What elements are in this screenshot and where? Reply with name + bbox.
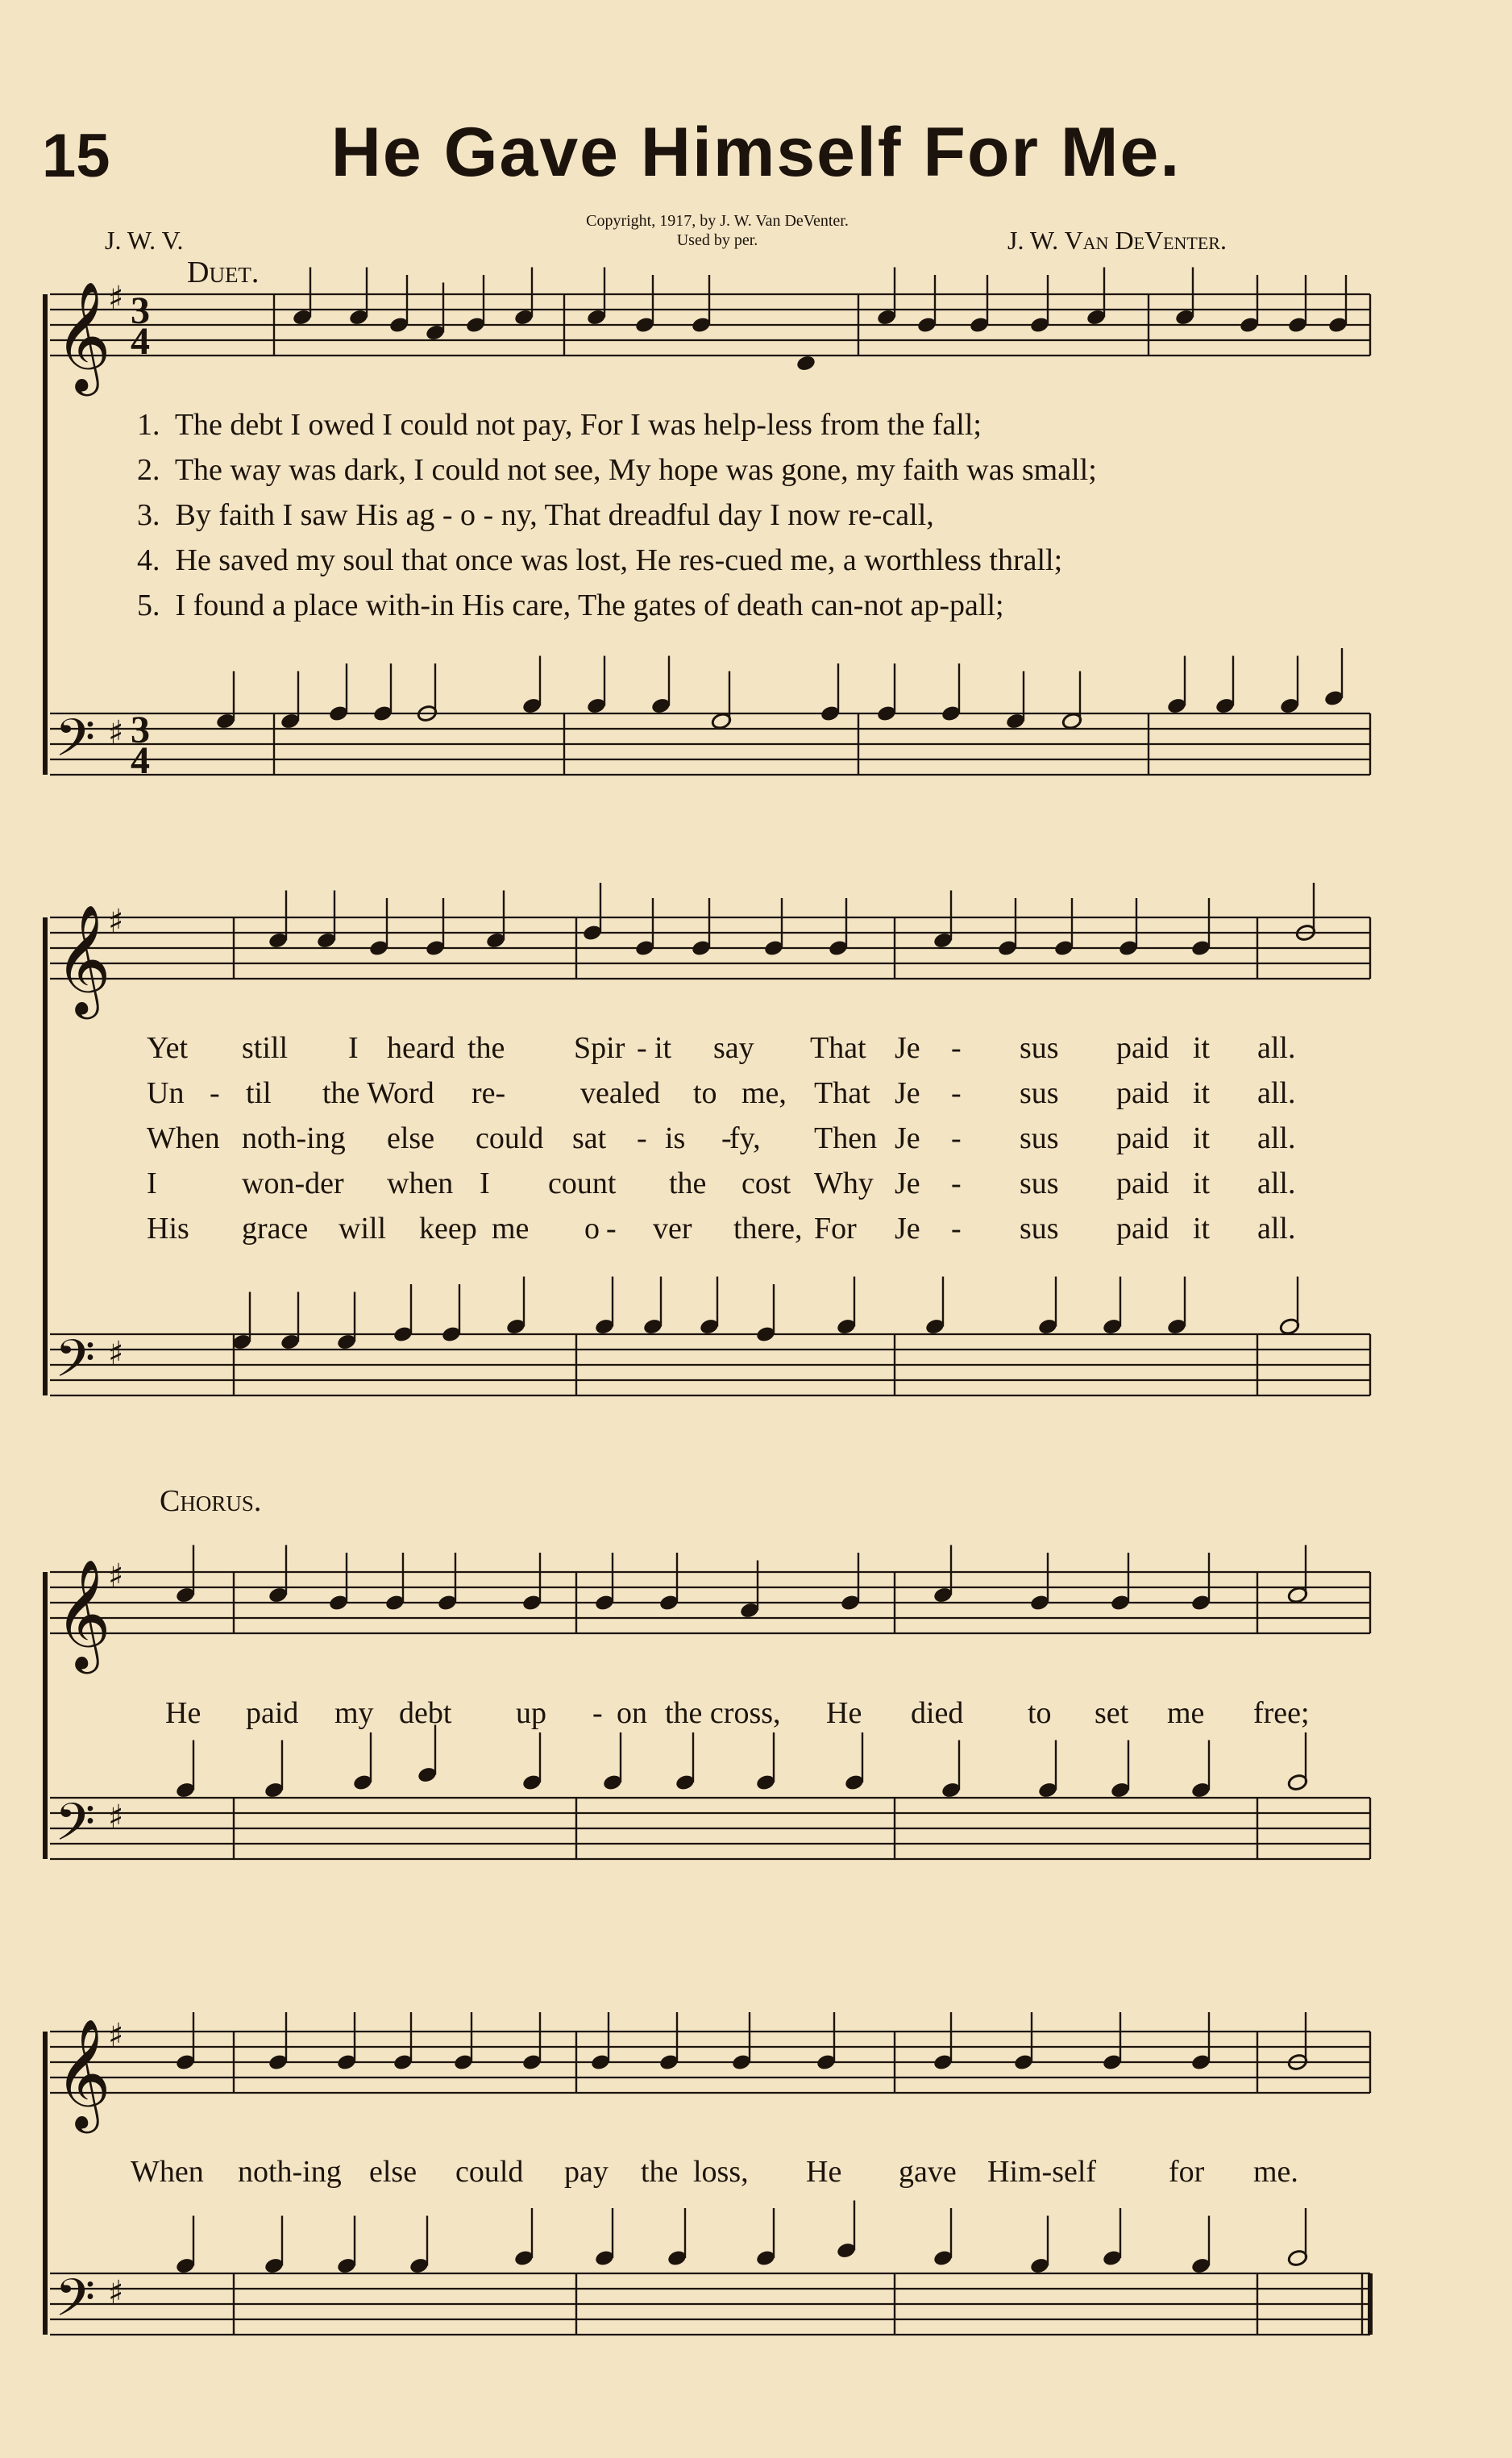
note [268, 1586, 289, 1604]
note [175, 1586, 196, 1604]
note [590, 2053, 611, 2072]
verse-2-syllable: Un [147, 1076, 185, 1110]
copyright-line-2: Used by per. [676, 231, 758, 249]
verse-1-syllable: - [637, 1031, 647, 1065]
verse-3-syllable: it [1193, 1121, 1211, 1155]
note [425, 323, 446, 342]
note [1037, 1317, 1058, 1336]
note [755, 1325, 776, 1344]
verse-4-syllable: won-der [242, 1167, 344, 1200]
note [731, 2053, 752, 2072]
chorus-syllable: me. [1253, 2155, 1298, 2189]
note [328, 705, 349, 723]
note [388, 316, 409, 335]
note [348, 308, 369, 326]
note [1086, 308, 1107, 326]
hymn-number: 15 [42, 122, 110, 190]
chorus-syllable: - [592, 1696, 603, 1730]
note [384, 1594, 405, 1612]
verse-number: 4. [137, 543, 160, 577]
verse-2-syllable: paid [1116, 1076, 1169, 1110]
verse-text: The way was dark, I could not see, My hope was gone, my faith was small; [174, 453, 1097, 487]
note [941, 705, 962, 723]
note [699, 1317, 720, 1336]
verse-3-syllable: When [147, 1121, 220, 1155]
note [1110, 1594, 1131, 1612]
verse-5-syllable: keep [419, 1212, 477, 1246]
note [933, 2249, 953, 2268]
note [1029, 316, 1050, 335]
note [1287, 316, 1308, 335]
time-signature-bottom: 4 [131, 320, 150, 363]
verse-1-syllable: it [654, 1031, 672, 1065]
note [336, 2256, 357, 2275]
verse-5-syllable: paid [1116, 1212, 1169, 1246]
chorus-syllable: else [369, 2155, 417, 2189]
note [594, 2249, 615, 2268]
note [1102, 2053, 1123, 2072]
chorus-syllable: gave [899, 2155, 957, 2189]
verse-4-syllable: it [1193, 1167, 1211, 1200]
chorus-syllable: could [455, 2155, 524, 2189]
chorus-syllable: pay [564, 2155, 609, 2189]
sharp-icon: ♯ [108, 2274, 124, 2311]
note [328, 1594, 349, 1612]
note [658, 1594, 679, 1612]
note [1190, 2256, 1211, 2275]
verse-1-syllable: I [348, 1031, 359, 1065]
verse-5-syllable: will [339, 1212, 387, 1246]
verse-4-syllable: Je [895, 1167, 920, 1200]
verse-2-syllable: - [210, 1076, 220, 1110]
verse-4-syllable: cost [741, 1167, 791, 1200]
chorus-syllable: my [334, 1696, 374, 1730]
half-note [1279, 1317, 1300, 1336]
sharp-icon: ♯ [108, 714, 124, 751]
half-note [1287, 2249, 1308, 2268]
chorus-syllable: Him-self [987, 2155, 1097, 2189]
verse-number: 5. [137, 589, 160, 622]
sharp-icon: ♯ [108, 1335, 124, 1372]
verse-3-syllable: could [476, 1121, 544, 1155]
verse-1-syllable: paid [1116, 1031, 1169, 1065]
chorus-syllable: the [641, 2155, 679, 2189]
note [425, 939, 446, 958]
note [586, 308, 607, 326]
note [393, 2053, 413, 2072]
bass-clef-icon: 𝄢 [55, 2269, 96, 2341]
note [1190, 1594, 1211, 1612]
verse-5-syllable: it [1193, 1212, 1211, 1246]
time-signature-top: 3 [131, 289, 150, 332]
verse-3-syllable: paid [1116, 1121, 1169, 1155]
sharp-icon: ♯ [108, 1799, 124, 1836]
half-note [711, 712, 732, 730]
verse-3-syllable: sat [572, 1121, 607, 1155]
music-composer: J. W. Van DeVenter. [1007, 226, 1227, 255]
time-signature-top: 3 [131, 709, 150, 751]
half-note [1061, 712, 1082, 730]
note [1029, 2256, 1050, 2275]
note [292, 308, 313, 326]
half-note [1287, 1586, 1308, 1604]
note [1029, 1594, 1050, 1612]
note [280, 1333, 301, 1351]
note [215, 712, 236, 730]
verse-5-syllable: - [606, 1212, 617, 1246]
chorus-syllable: on [617, 1696, 647, 1730]
bass-clef-icon: 𝄢 [55, 709, 96, 781]
verse-1-syllable: all. [1257, 1031, 1296, 1065]
sharp-icon: ♯ [108, 280, 124, 317]
chorus-syllable: He [826, 1696, 862, 1730]
verse-3-syllable: noth-ing [242, 1121, 346, 1155]
verse-4-syllable: count [548, 1167, 617, 1200]
note [594, 1317, 615, 1336]
note [1190, 2053, 1211, 2072]
verse-2-syllable: all. [1257, 1076, 1296, 1110]
chorus-syllable: up [516, 1696, 546, 1730]
note [1279, 697, 1300, 715]
note [1174, 308, 1195, 326]
verse-1-syllable: Spir [574, 1031, 625, 1065]
note [795, 354, 816, 372]
chorus-syllable: set [1095, 1696, 1129, 1730]
chorus-syllable: for [1169, 2155, 1205, 2189]
verse-1-syllable: say [713, 1031, 754, 1065]
verse-2-syllable: the Word [322, 1076, 434, 1110]
note [916, 316, 937, 335]
note [634, 316, 655, 335]
verse-5-syllable: there, [733, 1212, 803, 1246]
verse-5-syllable: me [492, 1212, 530, 1246]
verse-text: By faith I saw His ag - o - ny, That dreadful day I now re-call, [175, 498, 934, 532]
bass-clef-icon: 𝄢 [55, 1793, 96, 1865]
copyright-line-1: Copyright, 1917, by J. W. Van DeVenter. [586, 212, 849, 230]
chorus-syllable: loss, [693, 2155, 749, 2189]
half-note [1287, 1774, 1308, 1792]
verse-1-syllable: That [810, 1031, 866, 1065]
note [437, 1594, 458, 1612]
note [1239, 316, 1260, 335]
verse-text: I found a place with-in His care, The gates of death can-not ap-pall; [175, 589, 1004, 622]
sharp-icon: ♯ [108, 903, 124, 940]
chorus-label: Chorus. [160, 1484, 262, 1518]
note [316, 931, 337, 950]
verse-3-syllable: - [637, 1121, 647, 1155]
note [175, 1781, 196, 1799]
note [393, 1325, 413, 1344]
verse-5-syllable: all. [1257, 1212, 1296, 1246]
verse-4-syllable: - [951, 1167, 962, 1200]
note [816, 2053, 837, 2072]
note [336, 2053, 357, 2072]
verse-5-syllable: Je [895, 1212, 920, 1246]
verse-5-syllable: ver [653, 1212, 692, 1246]
note [691, 939, 712, 958]
verse-1-syllable: Je [895, 1031, 920, 1065]
verse-4-line-1 [137, 543, 1062, 578]
verse-3-syllable: - [951, 1121, 962, 1155]
note [441, 1325, 462, 1344]
verse-3-syllable: sus [1020, 1121, 1059, 1155]
note [1190, 939, 1211, 958]
verse-5-line-1 [137, 588, 1004, 623]
note [969, 316, 990, 335]
time-signature-bottom: 4 [131, 739, 150, 782]
chorus-syllable: me [1167, 1696, 1205, 1730]
note [658, 2053, 679, 2072]
note [513, 2249, 534, 2268]
verse-4-syllable: I [147, 1167, 157, 1200]
verse-2-syllable: re- [471, 1076, 506, 1110]
note [933, 1586, 953, 1604]
note [1323, 689, 1344, 708]
verse-2-syllable: it [1193, 1076, 1211, 1110]
verse-1-syllable: still [242, 1031, 289, 1065]
note [844, 1774, 865, 1792]
duet-label: Duet. [187, 256, 260, 289]
note [264, 1781, 285, 1799]
verse-5-syllable: grace [242, 1212, 309, 1246]
note [997, 939, 1018, 958]
note [521, 2053, 542, 2072]
note [268, 2053, 289, 2072]
chorus-syllable: He [806, 2155, 842, 2189]
note [1102, 1317, 1123, 1336]
note [1327, 316, 1348, 335]
note [586, 697, 607, 715]
verse-2-syllable: to [693, 1076, 717, 1110]
chorus-syllable: died [911, 1696, 964, 1730]
note [876, 705, 897, 723]
note [1118, 939, 1139, 958]
verse-2-syllable: sus [1020, 1076, 1059, 1110]
verse-number: 3. [137, 498, 160, 532]
note [675, 1774, 696, 1792]
sharp-icon: ♯ [108, 1558, 124, 1595]
verse-text: He saved my soul that once was lost, He res-cued me, a worthless thrall; [175, 543, 1063, 577]
verse-1-syllable: it [1193, 1031, 1211, 1065]
note [409, 2256, 430, 2275]
chorus-syllable: free; [1253, 1696, 1310, 1730]
treble-clef-icon: 𝄞 [55, 903, 111, 1014]
note [828, 939, 849, 958]
verse-1-syllable: sus [1020, 1031, 1059, 1065]
note [941, 1781, 962, 1799]
note [582, 924, 603, 942]
verse-number: 2. [137, 453, 160, 487]
verse-1-line-1 [137, 407, 982, 443]
verse-number: 1. [137, 408, 160, 442]
note [352, 1774, 373, 1792]
verse-5-syllable: o [584, 1212, 600, 1246]
verse-2-syllable: vealed [580, 1076, 661, 1110]
note [521, 697, 542, 715]
note [521, 1774, 542, 1792]
verse-3-line-1 [137, 497, 934, 533]
chorus-syllable: paid [246, 1696, 299, 1730]
treble-clef-icon: 𝄞 [55, 2017, 111, 2128]
verse-4-syllable: Why [814, 1167, 874, 1200]
note [642, 1317, 663, 1336]
verse-2-syllable: Je [895, 1076, 920, 1110]
note [924, 1317, 945, 1336]
verse-3-syllable: else [387, 1121, 435, 1155]
verse-3-syllable: - [721, 1121, 732, 1155]
note [175, 2053, 196, 2072]
verse-1-syllable: Yet [147, 1031, 189, 1065]
note [1053, 939, 1074, 958]
verse-4-syllable: sus [1020, 1167, 1059, 1200]
note [280, 712, 301, 730]
note [268, 931, 289, 950]
note [1102, 2249, 1123, 2268]
verse-text: The debt I owed I could not pay, For I was help-less from the fall; [174, 408, 982, 442]
verse-3-syllable: all. [1257, 1121, 1296, 1155]
note [264, 2256, 285, 2275]
note [1215, 697, 1236, 715]
note [836, 1317, 857, 1336]
hymn-title: He Gave Himself For Me. [330, 114, 1182, 191]
note [634, 939, 655, 958]
note [372, 705, 393, 723]
bass-clef-icon: 𝄢 [55, 1329, 96, 1402]
note [1037, 1781, 1058, 1799]
note [1166, 1317, 1187, 1336]
note [836, 2241, 857, 2260]
verse-3-syllable: is [665, 1121, 686, 1155]
note [465, 316, 486, 335]
note [1013, 2053, 1034, 2072]
note [231, 1333, 252, 1351]
note [840, 1594, 861, 1612]
note [667, 2249, 687, 2268]
note [1190, 1781, 1211, 1799]
note [602, 1774, 623, 1792]
verse-3-syllable: Then [814, 1121, 878, 1155]
verse-2-syllable: That [814, 1076, 870, 1110]
note [505, 1317, 526, 1336]
copyright-notice [484, 211, 951, 250]
half-note [417, 705, 438, 723]
note [739, 1601, 760, 1620]
verse-2-syllable: me, [741, 1076, 787, 1110]
note [417, 1766, 438, 1784]
verse-4-syllable: when [387, 1167, 454, 1200]
verse-2-syllable: - [951, 1076, 962, 1110]
verse-4-syllable: I [480, 1167, 490, 1200]
note [933, 931, 953, 950]
words-author: J. W. V. [105, 226, 184, 255]
note [485, 931, 506, 950]
verse-5-syllable: His [147, 1212, 189, 1246]
note [650, 697, 671, 715]
verse-5-syllable: For [814, 1212, 857, 1246]
note [513, 308, 534, 326]
verse-4-syllable: the [669, 1167, 707, 1200]
chorus-syllable: When [131, 2155, 204, 2189]
verse-4-syllable: all. [1257, 1167, 1296, 1200]
note [594, 1594, 615, 1612]
verse-5-syllable: sus [1020, 1212, 1059, 1246]
note [763, 939, 784, 958]
note [521, 1594, 542, 1612]
verse-1-syllable: - [951, 1031, 962, 1065]
chorus-syllable: to [1028, 1696, 1052, 1730]
note [336, 1333, 357, 1351]
treble-clef-icon: 𝄞 [55, 1558, 111, 1669]
chorus-syllable: the cross, [665, 1696, 781, 1730]
verse-1-syllable: heard [387, 1031, 455, 1065]
chorus-syllable: noth-ing [238, 2155, 342, 2189]
half-note [1295, 924, 1316, 942]
note [820, 705, 841, 723]
chorus-syllable: He [165, 1696, 201, 1730]
note [368, 939, 389, 958]
verse-3-syllable: fy, [729, 1121, 761, 1155]
note [755, 1774, 776, 1792]
chorus-syllable: debt [399, 1696, 452, 1730]
treble-clef-icon: 𝄞 [55, 280, 111, 391]
verse-3-syllable: Je [895, 1121, 920, 1155]
note [876, 308, 897, 326]
sharp-icon: ♯ [108, 2017, 124, 2054]
verse-5-syllable: - [951, 1212, 962, 1246]
verse-2-line-1 [137, 452, 1097, 488]
note [1110, 1781, 1131, 1799]
half-note [1287, 2053, 1308, 2072]
note [1166, 697, 1187, 715]
note [755, 2249, 776, 2268]
verse-4-syllable: paid [1116, 1167, 1169, 1200]
note [175, 2256, 196, 2275]
verse-2-syllable: til [246, 1076, 272, 1110]
verse-1-syllable: the [467, 1031, 505, 1065]
note [691, 316, 712, 335]
note [1005, 712, 1026, 730]
note [933, 2053, 953, 2072]
note [453, 2053, 474, 2072]
